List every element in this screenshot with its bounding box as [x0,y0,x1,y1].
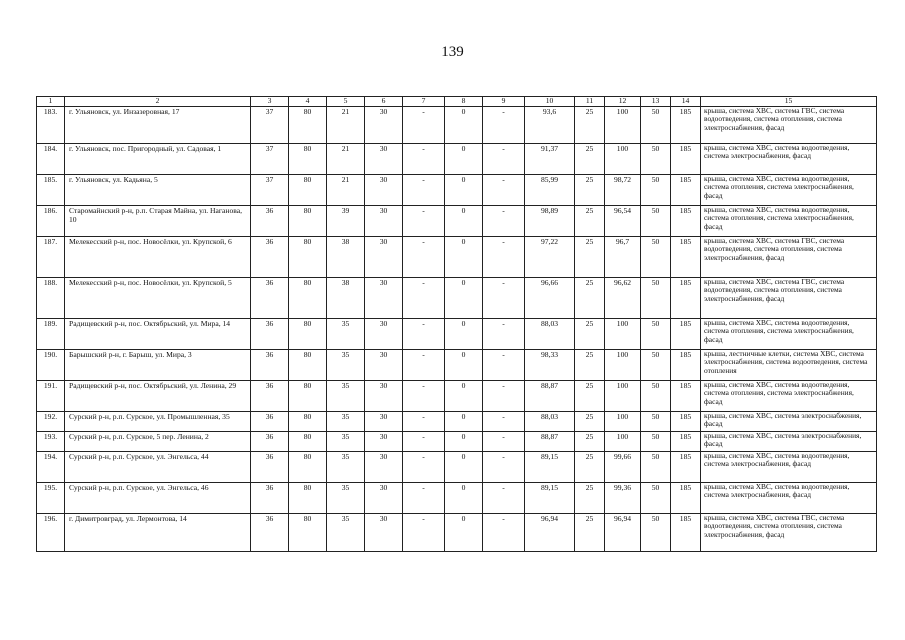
value-cell: 30 [365,107,403,144]
works-list-cell: крыша, система ХВС, система ГВС, система водоотведения, система отопления, система электроснабжения, фасад [701,107,877,144]
value-cell: 25 [575,483,605,514]
column-number-row [37,97,877,107]
works-list-cell: крыша, система ХВС, система водоотведения, система электроснабжения, фасад [701,483,877,514]
address-cell: г. Ульяновск, ул. Кадьяна, 5 [65,175,251,206]
value-cell: 0 [445,514,483,552]
value-cell: - [483,278,525,319]
value-cell: 38 [327,278,365,319]
value-cell: 50 [641,319,671,350]
value-cell: 185 [671,514,701,552]
value-cell: 36 [251,452,289,483]
value-cell: 100 [605,381,641,412]
value-cell: 50 [641,514,671,552]
value-cell: 185 [671,206,701,237]
value-cell: 30 [365,483,403,514]
works-list-cell: крыша, система ХВС, система водоотведения, система электроснабжения, фасад [701,452,877,483]
value-cell: 80 [289,107,327,144]
works-list-cell: крыша, система ХВС, система водоотведения, система отопления, система электроснабжения, фасад [701,175,877,206]
table-row [37,514,877,552]
value-cell: 96,94 [525,514,575,552]
column-number: 14 [671,97,701,107]
value-cell: 35 [327,483,365,514]
table-row [37,452,877,483]
column-number: 9 [483,97,525,107]
value-cell: 25 [575,432,605,452]
value-cell: 50 [641,278,671,319]
address-cell: Радищевский р-н, пос. Октябрьский, ул. Мира, 14 [65,319,251,350]
value-cell: 88,87 [525,381,575,412]
value-cell: 30 [365,452,403,483]
works-list-cell: крыша, система ХВС, система ГВС, система водоотведения, система отопления, система электроснабжения, фасад [701,278,877,319]
value-cell: 25 [575,144,605,175]
value-cell: 0 [445,175,483,206]
row-number: 190. [37,350,65,381]
address-cell: Сурский р-н, р.п. Сурское, ул. Энгельса, 46 [65,483,251,514]
value-cell: 89,15 [525,483,575,514]
value-cell: 185 [671,381,701,412]
value-cell: 30 [365,206,403,237]
value-cell: 30 [365,381,403,412]
row-number: 191. [37,381,65,412]
value-cell: 35 [327,514,365,552]
value-cell: 80 [289,206,327,237]
value-cell: 35 [327,319,365,350]
table-row [37,381,877,412]
value-cell: 88,87 [525,432,575,452]
value-cell: 35 [327,412,365,432]
value-cell: 88,03 [525,412,575,432]
value-cell: 37 [251,107,289,144]
address-cell: Мелекесский р-н, пос. Новосёлки, ул. Крупской, 6 [65,237,251,278]
value-cell: 99,66 [605,452,641,483]
value-cell: - [483,206,525,237]
column-number: 7 [403,97,445,107]
value-cell: 98,33 [525,350,575,381]
value-cell: 36 [251,381,289,412]
value-cell: 50 [641,175,671,206]
value-cell: 185 [671,483,701,514]
value-cell: 0 [445,483,483,514]
value-cell: 89,15 [525,452,575,483]
value-cell: 25 [575,175,605,206]
value-cell: - [403,514,445,552]
address-cell: г. Ульяновск, пос. Пригородный, ул. Садовая, 1 [65,144,251,175]
value-cell: 50 [641,350,671,381]
value-cell: 30 [365,412,403,432]
value-cell: 96,54 [605,206,641,237]
value-cell: 30 [365,237,403,278]
value-cell: 50 [641,381,671,412]
value-cell: 80 [289,381,327,412]
works-list-cell: крыша, система ХВС, система ГВС, система водоотведения, система отопления, система электроснабжения, фасад [701,237,877,278]
column-number: 6 [365,97,403,107]
column-number: 3 [251,97,289,107]
row-number: 185. [37,175,65,206]
value-cell: - [403,237,445,278]
value-cell: 30 [365,514,403,552]
column-number: 15 [701,97,877,107]
value-cell: 50 [641,206,671,237]
works-list-cell: крыша, система ХВС, система электроснабжения, фасад [701,412,877,432]
value-cell: 25 [575,350,605,381]
value-cell: 25 [575,206,605,237]
value-cell: 99,36 [605,483,641,514]
value-cell: 185 [671,412,701,432]
value-cell: - [403,381,445,412]
value-cell: 21 [327,144,365,175]
address-cell: г. Ульяновск, ул. Инзазеровная, 17 [65,107,251,144]
value-cell: - [483,432,525,452]
value-cell: - [403,412,445,432]
column-number: 4 [289,97,327,107]
value-cell: 80 [289,412,327,432]
row-number: 183. [37,107,65,144]
value-cell: 0 [445,319,483,350]
value-cell: - [403,432,445,452]
address-cell: Барышский р-н, г. Барыш, ул. Мира, 3 [65,350,251,381]
value-cell: 50 [641,432,671,452]
value-cell: 25 [575,452,605,483]
table-row [37,412,877,432]
value-cell: 0 [445,206,483,237]
value-cell: 30 [365,278,403,319]
value-cell: 0 [445,432,483,452]
row-number: 187. [37,237,65,278]
value-cell: 80 [289,483,327,514]
value-cell: 25 [575,319,605,350]
row-number: 194. [37,452,65,483]
row-number: 196. [37,514,65,552]
table-row [37,319,877,350]
value-cell: - [483,412,525,432]
value-cell: 97,22 [525,237,575,278]
value-cell: 35 [327,432,365,452]
value-cell: - [483,175,525,206]
value-cell: 100 [605,432,641,452]
value-cell: 36 [251,319,289,350]
value-cell: 39 [327,206,365,237]
value-cell: 36 [251,514,289,552]
value-cell: 50 [641,412,671,432]
value-cell: 185 [671,432,701,452]
value-cell: 25 [575,412,605,432]
value-cell: 85,99 [525,175,575,206]
value-cell: - [403,452,445,483]
address-cell: Сурский р-н, р.п. Сурское, ул. Промышленная, 35 [65,412,251,432]
value-cell: 185 [671,144,701,175]
value-cell: 96,66 [525,278,575,319]
value-cell: 30 [365,432,403,452]
value-cell: 80 [289,319,327,350]
value-cell: 36 [251,432,289,452]
value-cell: 0 [445,144,483,175]
table-row [37,175,877,206]
value-cell: 80 [289,350,327,381]
value-cell: 36 [251,278,289,319]
value-cell: 96,62 [605,278,641,319]
value-cell: 100 [605,319,641,350]
works-list-cell: крыша, система ХВС, система водоотведения, система отопления, система электроснабжения, фасад [701,381,877,412]
works-list-cell: крыша, система ХВС, система водоотведения, система электроснабжения, фасад [701,144,877,175]
value-cell: 93,6 [525,107,575,144]
value-cell: 80 [289,452,327,483]
value-cell: 98,72 [605,175,641,206]
value-cell: 185 [671,452,701,483]
value-cell: 38 [327,237,365,278]
value-cell: 91,37 [525,144,575,175]
value-cell: 21 [327,107,365,144]
column-number: 1 [37,97,65,107]
value-cell: 25 [575,278,605,319]
address-cell: Сурский р-н, р.п. Сурское, ул. Энгельса, 44 [65,452,251,483]
value-cell: 98,89 [525,206,575,237]
works-list-cell: крыша, система ХВС, система ГВС, система водоотведения, система отопления, система электроснабжения, фасад [701,514,877,552]
column-number: 11 [575,97,605,107]
value-cell: - [403,175,445,206]
column-number: 8 [445,97,483,107]
value-cell: 36 [251,237,289,278]
column-number: 2 [65,97,251,107]
value-cell: - [483,483,525,514]
table-row [37,278,877,319]
value-cell: 88,03 [525,319,575,350]
table-row [37,483,877,514]
value-cell: 50 [641,483,671,514]
value-cell: 35 [327,381,365,412]
value-cell: - [483,381,525,412]
value-cell: - [483,319,525,350]
value-cell: - [483,107,525,144]
address-cell: Сурский р-н, р.п. Сурское, 5 пер. Ленина, 2 [65,432,251,452]
value-cell: 50 [641,237,671,278]
table-row [37,237,877,278]
value-cell: 50 [641,144,671,175]
column-number: 5 [327,97,365,107]
address-cell: Радищевский р-н, пос. Октябрьский, ул. Ленина, 29 [65,381,251,412]
value-cell: 80 [289,432,327,452]
page-number: 139 [441,44,464,60]
table-row [37,350,877,381]
table-row [37,144,877,175]
table-row [37,107,877,144]
value-cell: 100 [605,412,641,432]
works-list-cell: крыша, лестничные клетки, система ХВС, система электроснабжения, система водоотведения, система отопления [701,350,877,381]
value-cell: 36 [251,412,289,432]
table-row [37,206,877,237]
value-cell: 185 [671,319,701,350]
value-cell: 0 [445,237,483,278]
column-number: 10 [525,97,575,107]
value-cell: 80 [289,237,327,278]
works-list-cell: крыша, система ХВС, система водоотведения, система отопления, система электроснабжения, фасад [701,319,877,350]
address-cell: Старомайнский р-н, р.п. Старая Майна, ул. Наганова, 10 [65,206,251,237]
value-cell: - [403,483,445,514]
row-number: 189. [37,319,65,350]
value-cell: 50 [641,107,671,144]
value-cell: 50 [641,452,671,483]
works-list-cell: крыша, система ХВС, система электроснабжения, фасад [701,432,877,452]
address-cell: г. Димитровград, ул. Лермонтова, 14 [65,514,251,552]
value-cell: 100 [605,107,641,144]
value-cell: 36 [251,206,289,237]
value-cell: 25 [575,237,605,278]
value-cell: - [483,350,525,381]
value-cell: 30 [365,350,403,381]
value-cell: 185 [671,237,701,278]
value-cell: 185 [671,175,701,206]
address-cell: Мелекесский р-н, пос. Новосёлки, ул. Крупской, 5 [65,278,251,319]
value-cell: - [403,319,445,350]
value-cell: 37 [251,175,289,206]
value-cell: 0 [445,412,483,432]
row-number: 186. [37,206,65,237]
row-number: 192. [37,412,65,432]
value-cell: 0 [445,452,483,483]
value-cell: 185 [671,350,701,381]
value-cell: 25 [575,514,605,552]
value-cell: 100 [605,350,641,381]
value-cell: 0 [445,350,483,381]
value-cell: 35 [327,452,365,483]
row-number: 188. [37,278,65,319]
value-cell: 80 [289,514,327,552]
value-cell: - [403,107,445,144]
value-cell: - [483,144,525,175]
row-number: 184. [37,144,65,175]
value-cell: 80 [289,144,327,175]
row-number: 195. [37,483,65,514]
repair-program-table [36,96,877,552]
works-list-cell: крыша, система ХВС, система водоотведения, система отопления, система электроснабжения, фасад [701,206,877,237]
value-cell: - [403,144,445,175]
value-cell: 30 [365,175,403,206]
value-cell: 80 [289,278,327,319]
value-cell: 25 [575,381,605,412]
table-row [37,432,877,452]
value-cell: 185 [671,278,701,319]
value-cell: 80 [289,175,327,206]
value-cell: - [403,206,445,237]
value-cell: 100 [605,144,641,175]
value-cell: - [403,278,445,319]
value-cell: 0 [445,107,483,144]
value-cell: - [483,514,525,552]
value-cell: 0 [445,278,483,319]
value-cell: 0 [445,381,483,412]
value-cell: 96,7 [605,237,641,278]
value-cell: 36 [251,483,289,514]
value-cell: - [483,237,525,278]
column-number: 12 [605,97,641,107]
value-cell: 30 [365,144,403,175]
value-cell: 21 [327,175,365,206]
value-cell: 37 [251,144,289,175]
row-number: 193. [37,432,65,452]
value-cell: 185 [671,107,701,144]
value-cell: 30 [365,319,403,350]
column-number: 13 [641,97,671,107]
value-cell: - [403,350,445,381]
value-cell: - [483,452,525,483]
value-cell: 35 [327,350,365,381]
value-cell: 25 [575,107,605,144]
value-cell: 96,94 [605,514,641,552]
value-cell: 36 [251,350,289,381]
